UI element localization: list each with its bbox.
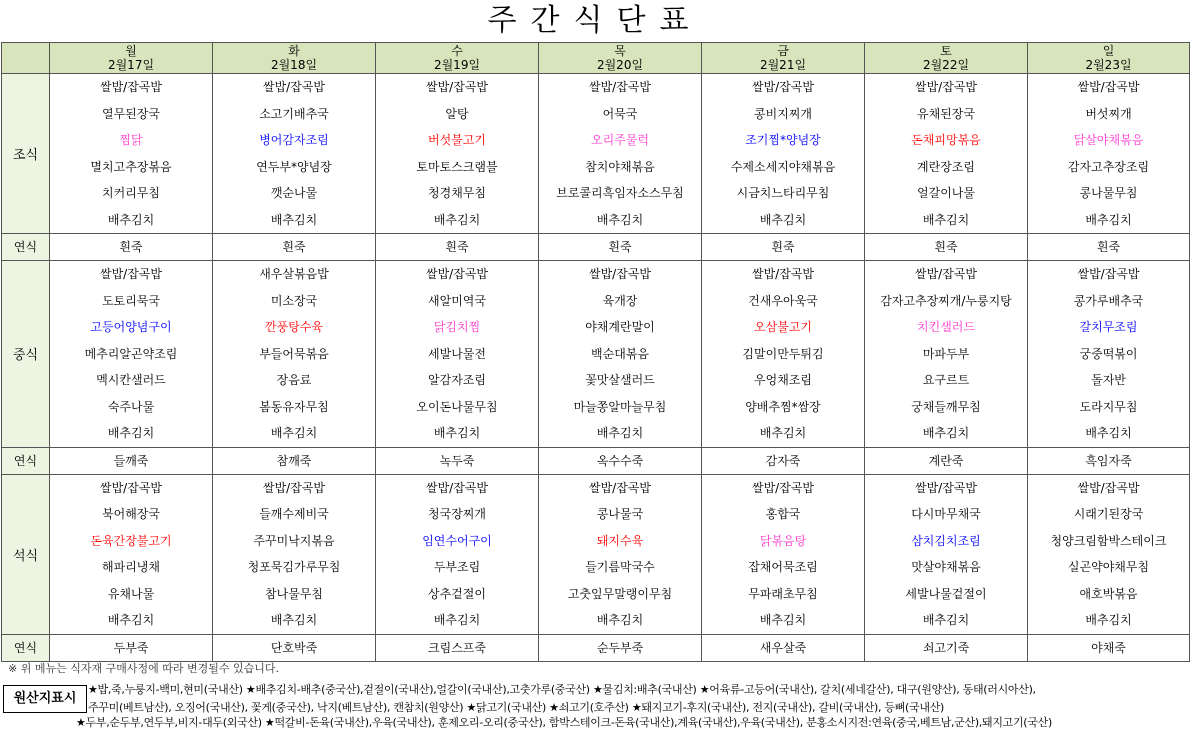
- menu-item: 참나물무침: [265, 586, 323, 601]
- menu-item: 북어해장국: [102, 507, 160, 521]
- day-header: [376, 43, 539, 74]
- menu-item: 미소장국: [270, 293, 318, 308]
- lunch-row: [2, 261, 1190, 448]
- snack-cell: 흰죽: [539, 234, 702, 261]
- snack-cell: 옥수수죽: [539, 447, 702, 474]
- menu-item: 배추김치: [922, 212, 970, 227]
- menu-item: 다시마무채국: [911, 507, 981, 521]
- menu-item: 버섯불고기: [428, 133, 486, 147]
- menu-item: 오리주물럭: [591, 133, 649, 147]
- dinner-cell: [213, 474, 376, 634]
- meal-label-lunch: 중식: [2, 261, 50, 448]
- menu-item: 닭살야채볶음: [1073, 133, 1144, 147]
- day-header: [213, 43, 376, 74]
- menu-item: 쌀밥/잡곡밥: [425, 267, 488, 281]
- day-date: 2월19일: [433, 58, 481, 72]
- menu-item: 치커리무침: [102, 186, 160, 200]
- breakfast-cell: [376, 74, 539, 234]
- menu-item: 수제소세지야채볶음: [730, 159, 836, 174]
- menu-item: 쌀밥/잡곡밥: [1077, 267, 1140, 281]
- menu-item: 멕시칸샐러드: [96, 373, 166, 387]
- menu-item: 홍합국: [765, 507, 801, 521]
- snack-cell: 흰죽: [1028, 234, 1190, 261]
- lunch-cell: [539, 261, 702, 448]
- menu-item: 해파리냉채: [102, 560, 160, 574]
- menu-item: 열무된장국: [102, 106, 160, 121]
- menu-item: 고등어양념구이: [90, 320, 172, 334]
- menu-item: 콩비지찌개: [754, 106, 812, 121]
- menu-item: 들깨수제비국: [259, 507, 329, 521]
- menu-item: 조기찜*양념장: [745, 133, 821, 147]
- dinner-cell: [50, 474, 213, 634]
- menu-item: 실곤약야채무침: [1067, 560, 1150, 574]
- menu-item: 세발나물겉절이: [905, 586, 987, 601]
- menu-item: 세발나물전: [428, 346, 486, 361]
- menu-item: 멸치고추장볶음: [90, 159, 172, 174]
- menu-item: 두부조림: [433, 560, 481, 574]
- day-date: 2월22일: [922, 58, 970, 72]
- menu-item: 치킨샐러드: [917, 320, 975, 334]
- menu-item: 버섯찌개: [1085, 106, 1132, 121]
- change-notice: ※ 위 메뉴는 식자재 구매사정에 따라 변경될수 있습니다.: [8, 662, 279, 675]
- snack-cell: 두부죽: [50, 634, 213, 661]
- menu-item: 마늘쫑알마늘무침: [573, 399, 667, 414]
- menu-item: 궁중떡볶이: [1079, 346, 1138, 361]
- day-name: 월: [125, 44, 137, 58]
- menu-item: 무파래초무침: [748, 586, 818, 601]
- menu-item: 콩나물무침: [1079, 186, 1138, 200]
- snack-cell: 흰죽: [50, 234, 213, 261]
- breakfast-cell: [865, 74, 1028, 234]
- snack-cell: 감자죽: [702, 447, 865, 474]
- menu-item: 배추김치: [270, 426, 318, 440]
- menu-item: 숙주나물: [107, 399, 155, 414]
- menu-item: 감자고추장조림: [1067, 159, 1150, 174]
- menu-item: 쌀밥/잡곡밥: [99, 480, 162, 495]
- snack-cell: 참깨죽: [213, 447, 376, 474]
- lunch-cell: [1028, 261, 1190, 448]
- menu-item: 유채나물: [107, 586, 155, 601]
- breakfast-cell: [702, 74, 865, 234]
- menu-item: 새알미역국: [428, 293, 486, 308]
- menu-item: 닭볶음탕: [759, 533, 807, 548]
- meal-label-snack3: 연식: [2, 634, 50, 661]
- menu-item: 쌀밥/잡곡밥: [751, 267, 814, 281]
- origin-line-3: ★두부,순두부,연두부,비지-대두(외국산) ★떡갈비-돈육(국내산),우육(국내산), 훈제오리-오리(중국산), 함박스테이크-돈육(국내산),계육(국내산),우육(국내산), 분홍소시지전:연육(중국,베트남,군산),돼지고기(국산): [76, 716, 1052, 729]
- menu-item: 배추김치: [759, 613, 807, 627]
- snack-cell: 야채죽: [1028, 634, 1190, 661]
- lunch-cell: [702, 261, 865, 448]
- day-date: 2월23일: [1085, 58, 1132, 72]
- menu-item: 꽃맛살샐러드: [585, 373, 655, 387]
- lunch-cell: [376, 261, 539, 448]
- menu-item: 배추김치: [759, 212, 807, 227]
- day-date: 2월17일: [107, 58, 155, 72]
- menu-item: 쌀밥/잡곡밥: [262, 480, 325, 495]
- snack-cell: 흰죽: [702, 234, 865, 261]
- menu-item: 도라지무침: [1079, 399, 1138, 414]
- day-header-row: [2, 43, 1190, 74]
- menu-item: 돼지수육: [596, 533, 644, 548]
- menu-item: 들기름막국수: [585, 560, 655, 574]
- day-date: 2월21일: [759, 58, 807, 72]
- menu-item: 배추김치: [922, 613, 970, 627]
- menu-item: 부들어묵볶음: [259, 346, 329, 361]
- menu-item: 청국장찌개: [428, 507, 486, 521]
- dinner-cell: [702, 474, 865, 634]
- snack-cell: 흑임자죽: [1028, 447, 1190, 474]
- menu-item: 쌀밥/잡곡밥: [1077, 80, 1140, 94]
- day-name: 수: [451, 44, 463, 58]
- menu-item: 배추김치: [270, 613, 318, 627]
- menu-item: 시래기된장국: [1073, 507, 1144, 521]
- menu-item: 소고기배추국: [259, 106, 329, 121]
- day-date: 2월18일: [270, 58, 318, 72]
- breakfast-cell: [50, 74, 213, 234]
- menu-item: 오삼불고기: [754, 320, 812, 334]
- menu-item: 배추김치: [759, 426, 807, 440]
- snack-cell: 크림스프죽: [376, 634, 539, 661]
- snack-cell: 녹두죽: [376, 447, 539, 474]
- menu-item: 청양크림함박스테이크: [1050, 533, 1167, 548]
- day-name: 목: [614, 44, 626, 58]
- snack-cell: 단호박죽: [213, 634, 376, 661]
- menu-item: 배추김치: [922, 426, 970, 440]
- menu-item: 청포묵김가루무침: [247, 560, 341, 574]
- menu-item: 쌀밥/잡곡밥: [914, 80, 977, 94]
- menu-item: 쌀밥/잡곡밥: [425, 480, 488, 495]
- menu-item: 쌀밥/잡곡밥: [588, 480, 651, 495]
- page-title: 주간식단표: [487, 3, 703, 38]
- menu-item: 오이돈나물무침: [416, 399, 498, 414]
- menu-item: 요구르트: [922, 373, 970, 387]
- menu-item: 얼갈이나물: [917, 186, 975, 200]
- menu-item: 쌀밥/잡곡밥: [588, 80, 651, 94]
- menu-item: 배추김치: [107, 212, 155, 227]
- snack-cell: 흰죽: [213, 234, 376, 261]
- breakfast-cell: [539, 74, 702, 234]
- weekly-menu-table: [1, 42, 1190, 662]
- menu-item: 갈치무조림: [1079, 320, 1138, 334]
- menu-item: 배추김치: [596, 426, 644, 440]
- menu-item: 메추리알곤약조림: [84, 346, 178, 361]
- menu-item: 계란장조림: [917, 159, 975, 174]
- menu-item: 양배추찜*쌈장: [745, 399, 821, 414]
- menu-item: 쌀밥/잡곡밥: [914, 480, 977, 495]
- menu-item: 연두부*양념장: [256, 159, 332, 174]
- menu-item: 어묵국: [602, 106, 638, 121]
- menu-item: 쌀밥/잡곡밥: [99, 267, 162, 281]
- menu-item: 건새우아욱국: [748, 293, 818, 308]
- menu-item: 쌀밥/잡곡밥: [914, 267, 977, 281]
- menu-item: 찜닭: [119, 133, 143, 147]
- dinner-cell: [865, 474, 1028, 634]
- origin-line-1: ★밥,죽,누룽지-백미,현미(국내산) ★배추김치-배추(중국산),겉절이(국내산),얼갈이(국내산),고춧가루(중국산) ★물김치:배추(국내산) ★어육류-고등어(국내산), 갈치(세네갈산), 대구(원양산), 동태(러시아산),: [88, 683, 1036, 696]
- menu-item: 감자고추장찌개/누룽지탕: [880, 293, 1012, 308]
- menu-item: 돈채피망볶음: [911, 133, 981, 147]
- lunch-cell: [213, 261, 376, 448]
- menu-item: 봄동유자무침: [259, 399, 329, 414]
- day-header: [702, 43, 865, 74]
- menu-item: 도토리묵국: [102, 293, 160, 308]
- menu-item: 배추김치: [1085, 613, 1132, 627]
- menu-item: 쌀밥/잡곡밥: [262, 80, 325, 94]
- day-header: [1028, 43, 1190, 74]
- menu-item: 마파두부: [922, 346, 970, 361]
- menu-item: 토마토스크램블: [416, 159, 498, 174]
- day-name: 금: [777, 44, 789, 58]
- snack-cell: 새우살죽: [702, 634, 865, 661]
- menu-item: 배추김치: [433, 613, 481, 627]
- meal-label-snack2: 연식: [2, 447, 50, 474]
- menu-item: 유채된장국: [917, 106, 975, 121]
- menu-item: 배추김치: [1085, 212, 1132, 227]
- menu-item: 상추겉절이: [428, 586, 486, 601]
- menu-item: 육개장: [602, 293, 638, 308]
- header-corner: [2, 43, 50, 74]
- dinner-cell: [1028, 474, 1190, 634]
- day-header: [865, 43, 1028, 74]
- menu-item: 돈육간장불고기: [90, 533, 172, 548]
- menu-item: 배추김치: [596, 212, 644, 227]
- menu-item: 임연수어구이: [422, 533, 492, 548]
- menu-item: 돌자반: [1091, 373, 1126, 387]
- menu-item: 백순대볶음: [591, 346, 649, 361]
- menu-item: 맛살야채볶음: [911, 560, 981, 574]
- menu-item: 배추김치: [107, 426, 155, 440]
- snack-cell: 계란죽: [865, 447, 1028, 474]
- day-name: 화: [288, 44, 300, 58]
- menu-item: 쌀밥/잡곡밥: [588, 267, 651, 281]
- menu-item: 배추김치: [1085, 426, 1132, 440]
- snack-cell: 흰죽: [376, 234, 539, 261]
- menu-item: 주꾸미낙지볶음: [253, 533, 335, 548]
- snack-cell: 들깨죽: [50, 447, 213, 474]
- menu-item: 장음료: [276, 373, 312, 387]
- meal-label-dinner: 석식: [2, 474, 50, 634]
- menu-item: 쌀밥/잡곡밥: [99, 80, 162, 94]
- origin-line-2: 주꾸미(베트남산), 오징어(국내산), 꽃게(중국산), 낙지(베트남산), 캔참치(원양산) ★닭고기(국내산) ★쇠고기(호주산) ★돼지고기-후지(국내산), 전지(국내산), 갈비(국내산), 등뼈(국내산): [88, 701, 945, 714]
- menu-item: 병어감자조림: [259, 133, 329, 147]
- breakfast-row: [2, 74, 1190, 234]
- menu-item: 배추김치: [433, 426, 481, 440]
- menu-item: 브로콜리흑임자소스무침: [556, 186, 684, 200]
- menu-item: 배추김치: [270, 212, 318, 227]
- menu-item: 콩가루배추국: [1073, 293, 1144, 308]
- menu-item: 알감자조림: [428, 373, 486, 387]
- menu-item: 우엉채조림: [754, 373, 812, 387]
- menu-item: 배추김치: [107, 613, 155, 627]
- dinner-cell: [376, 474, 539, 634]
- origin-label: 원산지표시: [3, 685, 87, 713]
- menu-item: 고춧잎무말랭이무침: [567, 586, 673, 601]
- breakfast-cell: [1028, 74, 1190, 234]
- menu-item: 청경채무침: [428, 186, 486, 200]
- menu-item: 참치야채볶음: [585, 159, 655, 174]
- menu-item: 궁채들깨무침: [911, 399, 981, 414]
- day-name: 토: [940, 44, 952, 58]
- menu-item: 닭김치찜: [433, 320, 481, 334]
- menu-item: 배추김치: [596, 613, 644, 627]
- day-header: [50, 43, 213, 74]
- menu-item: 시금치느타리무침: [736, 186, 830, 200]
- menu-item: 김말이만두튀김: [742, 346, 824, 361]
- day-header: [539, 43, 702, 74]
- menu-item: 쌀밥/잡곡밥: [751, 80, 814, 94]
- menu-item: 깻순나물: [270, 186, 318, 200]
- dinner-row: [2, 474, 1190, 634]
- menu-item: 쌀밥/잡곡밥: [1077, 480, 1140, 495]
- snack3-row: [2, 634, 1190, 661]
- menu-item: 쌀밥/잡곡밥: [751, 480, 814, 495]
- breakfast-cell: [213, 74, 376, 234]
- menu-item: 삼치김치조림: [911, 533, 981, 548]
- menu-item: 배추김치: [433, 212, 481, 227]
- snack-cell: 쇠고기죽: [865, 634, 1028, 661]
- snack-cell: 순두부죽: [539, 634, 702, 661]
- meal-label-snack1: 연식: [2, 234, 50, 261]
- menu-item: 새우살볶음밥: [259, 267, 329, 281]
- lunch-cell: [865, 261, 1028, 448]
- menu-item: 콩나물국: [596, 507, 644, 521]
- menu-item: 야채계란말이: [585, 320, 655, 334]
- menu-item: 애호박볶음: [1079, 586, 1138, 601]
- snack-cell: 흰죽: [865, 234, 1028, 261]
- menu-item: 쌀밥/잡곡밥: [425, 80, 488, 94]
- lunch-cell: [50, 261, 213, 448]
- day-name: 일: [1102, 44, 1115, 58]
- snack1-row: [2, 234, 1190, 261]
- dinner-cell: [539, 474, 702, 634]
- menu-item: 알탕: [445, 106, 469, 121]
- menu-item: 깐풍탕수육: [265, 320, 323, 334]
- day-date: 2월20일: [596, 58, 644, 72]
- menu-item: 잡채어묵조림: [748, 560, 818, 574]
- snack2-row: [2, 447, 1190, 474]
- meal-label-breakfast: 조식: [2, 74, 50, 234]
